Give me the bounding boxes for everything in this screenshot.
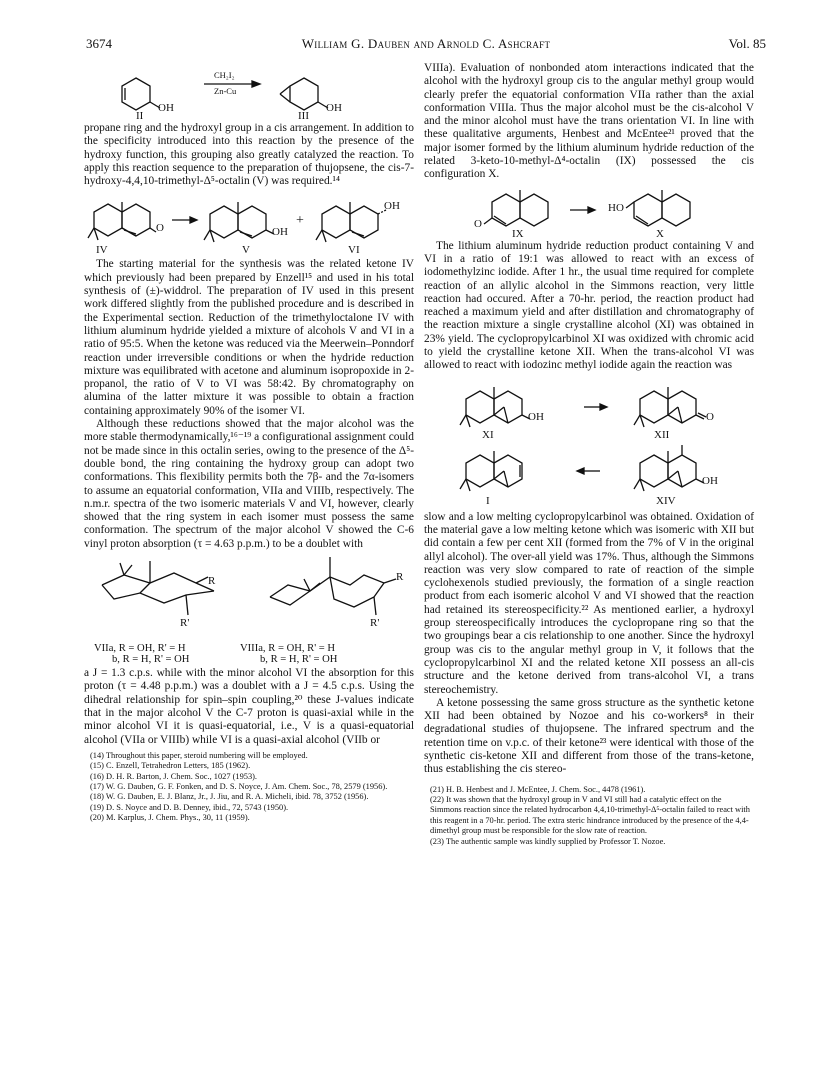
compound-label-iv: IV: [96, 244, 108, 257]
footnotes-left: [84, 751, 414, 824]
footnote: (17) W. G. Dauben, G. F. Fonken, and D. S. Noyce, J. Am. Chem. Soc., 78, 2579 (1956).: [90, 782, 388, 792]
compound-label-v: V: [242, 244, 250, 257]
oh-label-xiv: OH: [702, 474, 718, 487]
footnote: (18) W. G. Dauben, E. J. Blanz, Jr., J. Jiu, and R. A. Micheli, ibid. 78, 3752 (1956).: [90, 792, 369, 802]
compound-label-ii: II: [136, 110, 144, 122]
scheme-reduction: [84, 194, 414, 258]
compound-label-x: X: [656, 227, 664, 240]
oh-label-vi: OH: [384, 200, 400, 213]
scheme-conformations-drawing: [84, 557, 414, 643]
ho-label-x: HO: [608, 201, 624, 214]
plus-sign: +: [296, 213, 304, 229]
paragraph: slow and a low melting cyclopropylcarbinol was obtained. Oxidation of the material gave a low melting ketone which was isomeric with XII but did contain a few per cent XII (formed from the 7% of V in the original allyl alcohol). The over-all yield was 17%. Thus, although the Simmons reaction was very slow compared to rate of reaction of the simple cyclohexenols studied previously, the formation of a single reaction product from each isomeric alcohol V and VI showed that the reaction had retained its stereospecificity.²² As mentioned earlier, a hydroxyl group stereospecifically introduces the cyclopropane ring so that the two groupings bear a cis relationship to one another. Since the hydroxyl group was cis to the angular methyl group in V, it follows that the cyclopropylcarbinol XI and the related ketone XII possess an all-cis structure and the ketone derived from trans-alcohol VI, a trans stereochemistry.: [424, 510, 754, 696]
footnote: (21) H. B. Henbest and J. McEntee, J. Chem. Soc., 4478 (1961).: [430, 784, 646, 794]
caption-viia: VIIa, R = OH, R' = H: [94, 643, 186, 655]
paragraph: Although these reductions showed that the major alcohol was the more stable thermodynamically,¹⁶⁻¹⁹ a configurational assignment could not be made since in this octalin series, owing to the presence of the Δ⁵-double bond, the ring containing the hydroxy group can adopt two conformations. This flexibility permits both the 7β- and the 7α-isomers to assume an equatorial conformation, VIIa and VIIIb, respectively. The n.m.r. spectra of the two isomeric materials V and VI, however, clearly showed that the ring system in each isomer must possess the same conformation. The spectrum of the major alcohol V showed the C-6 vinyl proton absorption (τ = 4.63 p.p.m.) to be a doublet with: [84, 418, 414, 550]
compound-label-iii: III: [298, 110, 309, 122]
footnotes-right: [424, 785, 754, 847]
footnote: (20) M. Karplus, J. Chem. Phys., 30, 11 (1959).: [90, 813, 250, 823]
oh-label-v: OH: [272, 226, 288, 239]
scheme-cyclopropanation-drawing: [84, 62, 414, 122]
page-header: [86, 36, 766, 56]
reagent-bottom: Zn-Cu: [214, 86, 237, 96]
compound-label-ix: IX: [512, 227, 524, 240]
oh-label-iii: OH: [326, 102, 342, 114]
paragraph: The starting material for the synthesis was the related ketone IV which previously had been prepared by Enzell¹⁵ and used in his total synthesis of (±)-widdrol. The preparation of IV used in this present work differed slightly from the published procedure and is described in the Experimental section. Reduction of the trimethyloctalone IV with lithium aluminum hydride yielded a mixture of alcohols V and VI in a ratio of 95:5. When the ketone was reduced via the Meerwein–Ponndorf reaction under irreversible conditions or when the hydride reduction mixture was equilibrated with acetone and aluminum isopropoxide in 2-propanol, the ratio of V to VI was 58:42. By chromatography on alumina of the latter mixture it was possible to obtain a fraction containing approximately 90% of the isomer VI.: [84, 258, 414, 417]
o-label-ix: O: [474, 217, 482, 230]
caption-viiia: VIIIa, R = OH, R' = H: [240, 643, 336, 655]
footnote: (19) D. S. Noyce and D. B. Denney, ibid., 72, 5743 (1950).: [90, 802, 289, 812]
compound-label-xiv: XIV: [656, 494, 676, 507]
volume-label: Vol. 85: [728, 36, 766, 51]
scheme-ix-x-drawing: [424, 186, 754, 240]
r-label-vii: R: [208, 575, 216, 588]
right-column: [424, 62, 754, 847]
page-number: 3674: [86, 36, 112, 51]
rprime-label-viii: R': [370, 617, 380, 630]
oh-label-ii: OH: [158, 102, 174, 114]
reagent-top: CH₂I₂: [214, 70, 235, 80]
footnote: (16) D. H. R. Barton, J. Chem. Soc., 1027 (1953).: [90, 771, 258, 781]
scheme-cyclopropanation: [84, 62, 414, 122]
caption-viib: b, R = H, R' = OH: [112, 654, 190, 666]
paragraph: The lithium aluminum hydride reduction product containing V and VI in a ratio of 19:1 was allowed to react with an excess of iodomethylzinc iodide. After 1 hr., the usual time required for complete reaction of an allylic alcohol in the Simmons reaction, very little reaction had occured. After a 70-hr. period, the reaction product had reached a maximum yield and after distillation and chromatography of the reaction mixture a single crystalline alcohol (XI) was obtained in 23% yield. The cyclopropylcarbinol XI was oxidized with chromic acid to yield the crystalline ketone XII. When the trans-alcohol VI was allowed to react with iodozinc methyl iodide again the reaction was: [424, 239, 754, 372]
conformation-captions: [84, 643, 414, 667]
oh-label-xi: OH: [528, 410, 544, 423]
footnote: (15) C. Enzell, Tetrahedron Letters, 185 (1962).: [90, 761, 251, 771]
caption-viiib: b, R = H, R' = OH: [260, 654, 338, 666]
compound-label-xii: XII: [654, 428, 670, 441]
footnote: (23) The authentic sample was kindly supplied by Professor T. Nozoe.: [430, 836, 666, 846]
paragraph: VIIIa). Evaluation of nonbonded atom interactions indicated that the alcohol with the hydroxyl group cis to the angular methyl group would clearly prefer the equatorial conformation VIIa rather than the axial conformation VIIIa. Thus the major alcohol must be the cis-alcohol V and the minor alcohol must have the trans orientation VI. In line with these qualitative arguments, Henbest and McEntee²¹ proved that the major isomer formed by the lithium aluminum hydride reduction of the related 3-keto-10-methyl-Δ⁴-octalin (IX) possessed the cis configuration X.: [424, 62, 754, 181]
o-label-iv: O: [156, 222, 164, 235]
running-authors: William G. Dauben and Arnold C. Ashcraft: [301, 36, 551, 51]
paragraph: A ketone possessing the same gross structure as the synthetic ketone XII had been obtained by Nozoe and his co-workers⁸ in their degradational studies of thujopsene. The infrared spectrum and the retention time on v.p.c. of their ketone²³ were identical with those of the synthetic cis-ketone XII and different from those of the trans-ketone, thus establishing the cis stereo-: [424, 696, 754, 776]
compound-label-xi: XI: [482, 428, 494, 441]
r-label-viii: R: [396, 571, 404, 584]
o-label-xii: O: [706, 410, 714, 423]
footnote: (14) Throughout this paper, steroid numbering will be employed.: [90, 750, 308, 760]
paragraph: propane ring and the hydroxyl group in a cis arrangement. In addition to the specificity introduced into this reaction by the presence of the hydroxy function, this grouping also greatly catalyzed the reaction. To apply this reaction sequence to the preparation of thujopsene, the cis-7-hydroxy-4,4,10-trimethyl-Δ⁵-octalin (V) was required.¹⁴: [84, 122, 414, 188]
compound-label-vi: VI: [348, 244, 360, 257]
scheme-xi-xiv-drawing: [424, 377, 754, 511]
scheme-conformations: [84, 557, 414, 643]
rprime-label-vii: R': [180, 617, 190, 630]
scheme-ix-x: [424, 186, 754, 240]
compound-label-i: I: [486, 494, 490, 507]
scheme-xi-xiv: [424, 377, 754, 511]
footnote: (22) It was shown that the hydroxyl group in V and VI still had a catalytic effect on the Simmons reaction since the related hydrocarbon 4,4,10-trimethyl-Δ⁵-octalin failed to react with this reagent in a 70-hr. period. The extra steric hindrance introduced by the presence of the 4,4-dimethyl group must be responsible for the slow rate of reaction.: [430, 794, 750, 836]
paragraph: a J = 1.3 c.p.s. while with the minor alcohol VI the absorption for this proton (τ = 4.48 p.p.m.) was a doublet with a J = 4.5 c.p.s. Using the dihedral relationship for spin–spin coupling,²⁰ these J-values indicate that in the major alcohol V the C-7 proton is quasi-axial while in the minor alcohol VI it is quasi-equatorial, i.e., V is a quasi-equatorial alcohol (VIIa or VIIIb) while VI is a quasi-axial alcohol (VIIb or: [84, 667, 414, 746]
left-column: [84, 62, 414, 824]
